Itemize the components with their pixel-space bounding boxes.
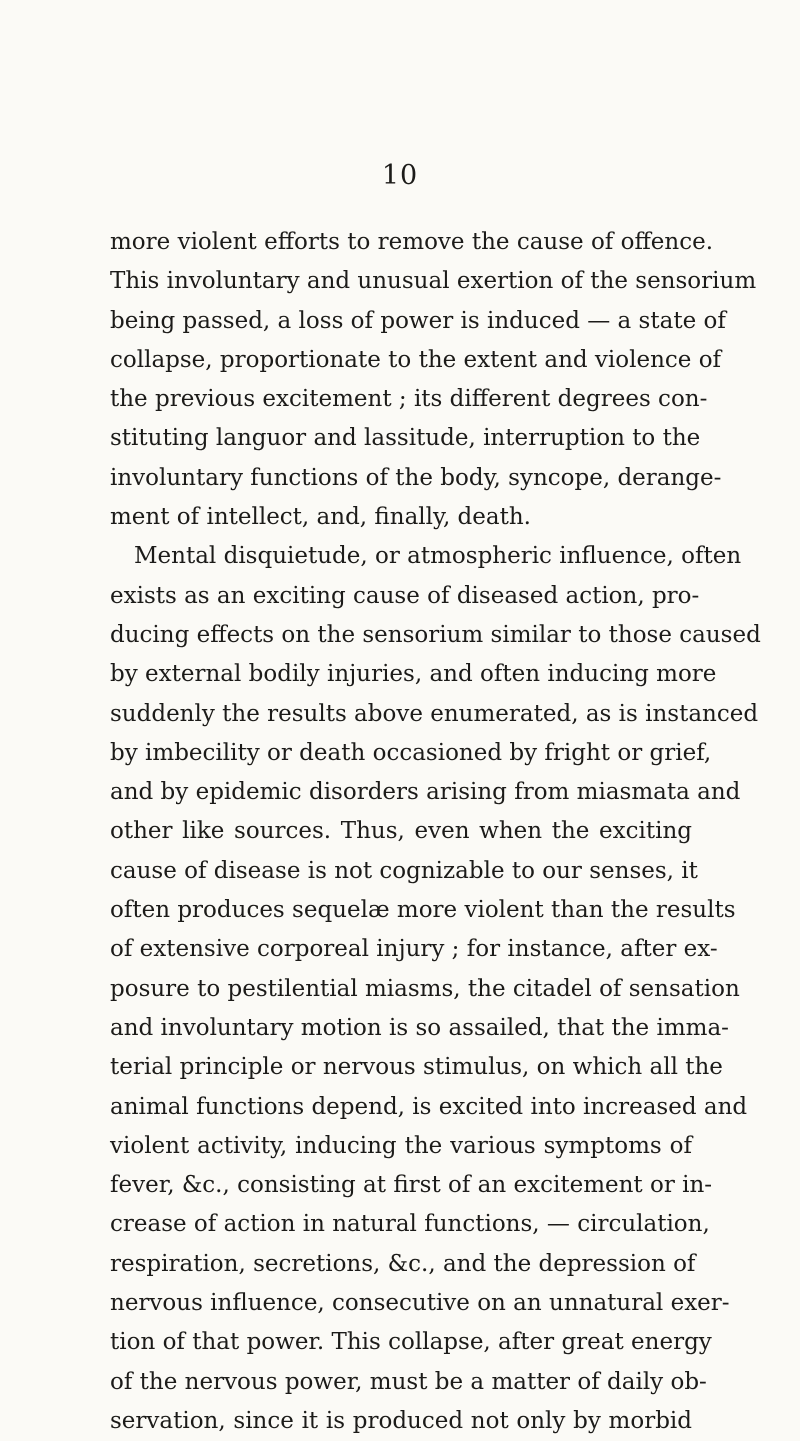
text-line: cause of disease is not cognizable to our senses, it — [110, 857, 698, 884]
text-line: servation, since it is produced not only by morbid — [110, 1407, 692, 1434]
text-line: fever, &c., consisting at first of an excitement or in- — [110, 1172, 713, 1199]
text-line: This involuntary and unusual exertion of the sensorium — [110, 268, 757, 295]
text-line: being passed, a loss of power is induced — a state of — [110, 307, 726, 334]
text-line: by imbecility or death occasioned by fright or grief, — [110, 739, 712, 766]
text-line: and involuntary motion is so assailed, that the imma- — [110, 1014, 729, 1041]
text-line: and by epidemic disorders arising from miasmata and — [110, 779, 741, 806]
text-line: crease of action in natural functions, — circulation, — [110, 1211, 710, 1238]
text-line: animal functions depend, is excited into increased and — [110, 1093, 748, 1120]
text-line: involuntary functions of the body, syncope, derange- — [110, 464, 722, 491]
text-line: tion of that power. This collapse, after great energy — [110, 1329, 712, 1356]
text-line: more violent efforts to remove the cause of offence. — [110, 229, 714, 255]
text-line: suddenly the results above enumerated, as is instanced — [110, 700, 759, 727]
text-line: violent activity, inducing the various symptoms of — [110, 1132, 692, 1159]
text-line: ment of intellect, and, finally, death. — [110, 504, 531, 531]
text-line: ducing effects on the sensorium similar to those caused — [110, 621, 761, 648]
text-line: the previous excitement ; its different degrees con- — [110, 386, 708, 413]
body-text — [110, 223, 761, 1441]
text-line: nervous influence, consecutive on an unnatural exer- — [110, 1290, 730, 1317]
text-line: respiration, secretions, &c., and the depression of — [110, 1250, 696, 1277]
page-number: 10 — [381, 160, 419, 191]
text-line: often produces sequelæ more violent than the results — [110, 897, 736, 924]
text-line: stituting languor and lassitude, interruption to the — [110, 425, 701, 452]
text-line: terial principle or nervous stimulus, on which all the — [110, 1054, 723, 1081]
text-line: Mental disquietude, or atmospheric influence, often — [134, 543, 742, 570]
text-line: of extensive corporeal injury ; for instance, after ex- — [110, 936, 718, 963]
text-line: other like sources. Thus, even when the exciting — [110, 818, 692, 845]
text-line: posure to pestilential miasms, the citadel of sensation — [110, 975, 740, 1002]
text-line: by external bodily injuries, and often inducing more — [110, 661, 717, 688]
text-line: exists as an exciting cause of diseased action, pro- — [110, 582, 700, 609]
text-line: of the nervous power, must be a matter of daily ob- — [110, 1368, 707, 1395]
text-line: collapse, proportionate to the extent and violence of — [110, 346, 722, 373]
